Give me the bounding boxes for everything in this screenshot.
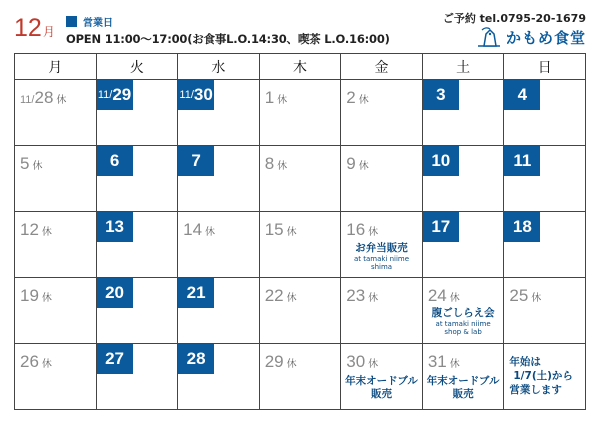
calendar-grid (14, 53, 586, 410)
closed-label: 休 (41, 293, 52, 304)
event-title: 年末オードブル (426, 375, 500, 387)
day-cell (341, 278, 423, 344)
closed-label: 休 (32, 161, 43, 172)
day-cell-note (504, 344, 586, 410)
day-number (265, 286, 297, 306)
event-title: 年末オードブル (345, 375, 418, 387)
closed-label: 休 (41, 359, 52, 370)
day-number (265, 154, 287, 174)
day-value: 22 (264, 286, 284, 305)
day-value: 14 (183, 220, 203, 239)
closed-label: 休 (286, 293, 297, 304)
day-value: 5 (20, 154, 30, 173)
open-day-badge (97, 80, 133, 110)
day-number (346, 286, 378, 306)
day-value: 30 (346, 352, 366, 371)
day-number (346, 220, 378, 240)
day-cell (259, 146, 341, 212)
day-cell-open (178, 80, 260, 146)
event-note-bento (341, 242, 422, 271)
week-row (15, 146, 586, 212)
open-day-badge: 17 (423, 212, 459, 242)
day-number (346, 352, 378, 372)
day-cell (504, 278, 586, 344)
event-title: 販売 (452, 388, 474, 400)
open-day-badge: 10 (423, 146, 459, 176)
day-cell-open (96, 146, 178, 212)
day-number (428, 352, 460, 372)
day-number (20, 286, 52, 306)
day-cell-open (422, 146, 504, 212)
note-line: 1/7(土)から (513, 370, 573, 382)
day-cell-open (178, 278, 260, 344)
closed-label: 休 (56, 95, 67, 106)
day-cell (259, 344, 341, 410)
day-number (20, 88, 66, 108)
day-cell-open (422, 212, 504, 278)
day-value: 1 (264, 88, 275, 107)
day-cell-open (504, 212, 586, 278)
day-cell (15, 278, 97, 344)
day-cell (15, 212, 97, 278)
day-value: 8 (264, 154, 275, 173)
day-cell (259, 212, 341, 278)
closed-label: 休 (358, 161, 369, 172)
open-day-badge: 3 (423, 80, 459, 110)
day-value: 2 (346, 88, 356, 107)
open-day-badge: 28 (178, 344, 214, 374)
weekday-tue: 火 (96, 54, 178, 80)
closed-label: 休 (205, 227, 216, 238)
closed-label: 休 (368, 293, 379, 304)
closed-label: 休 (286, 227, 297, 238)
open-day-badge: 27 (97, 344, 133, 374)
day-value: 28 (34, 88, 54, 107)
closed-label: 休 (277, 161, 288, 172)
note-line: 年始は (509, 356, 541, 368)
event-place: at tamaki niime (353, 255, 410, 263)
month-number: 12 (14, 14, 42, 42)
day-cell (341, 212, 423, 278)
closed-label: 休 (368, 359, 379, 370)
day-cell (341, 344, 423, 410)
day-cell (341, 80, 423, 146)
day-month-prefix: 11/ (179, 89, 194, 101)
day-number (20, 352, 52, 372)
event-title: お弁当販売 (355, 242, 408, 254)
day-cell (15, 146, 97, 212)
event-title: 販売 (371, 388, 393, 400)
day-month-prefix: 11/ (97, 89, 113, 101)
week-row (15, 278, 586, 344)
business-hours: OPEN 11:00～17:00(お食事L.O.14:30、喫茶 L.O.16:00) (66, 32, 390, 46)
weekday-thu: 木 (259, 54, 341, 80)
day-value: 30 (193, 85, 213, 104)
open-day-badge: 6 (97, 146, 133, 176)
day-value: 12 (20, 220, 39, 239)
note-line: 営業します (509, 384, 562, 396)
day-number (183, 220, 215, 240)
open-day-swatch-icon (66, 16, 77, 27)
open-day-badge: 13 (97, 212, 133, 242)
weekday-mon: 月 (15, 54, 97, 80)
day-cell (422, 278, 504, 344)
day-value: 29 (264, 352, 284, 371)
day-value: 9 (346, 154, 356, 173)
month-title (14, 16, 55, 45)
weekday-fri: 金 (341, 54, 423, 80)
weekday-header-row (15, 54, 586, 80)
day-cell-open (96, 80, 178, 146)
day-number (428, 286, 460, 306)
closed-label: 休 (449, 359, 460, 370)
day-value: 23 (346, 286, 366, 305)
day-value: 31 (427, 352, 447, 371)
closed-label: 休 (41, 227, 52, 238)
open-day-badge (178, 80, 214, 110)
shop-logo (476, 26, 586, 48)
day-number (346, 88, 368, 108)
event-title: 腹ごしらえ会 (431, 307, 495, 319)
closed-label: 休 (531, 293, 542, 304)
event-place: shima (370, 263, 393, 271)
day-value: 26 (20, 352, 39, 371)
open-day-badge: 11 (504, 146, 540, 176)
closed-label: 休 (358, 95, 369, 106)
week-row (15, 80, 586, 146)
day-value: 29 (112, 85, 132, 104)
day-cell (178, 212, 260, 278)
day-number (346, 154, 368, 174)
closed-label: 休 (277, 95, 288, 106)
day-month-prefix: 11/ (20, 94, 35, 106)
open-day-badge: 21 (178, 278, 214, 308)
legend (66, 14, 113, 29)
month-unit: 月 (42, 25, 55, 39)
day-cell-open (178, 344, 260, 410)
day-value: 24 (427, 286, 447, 305)
day-cell-open (422, 80, 504, 146)
day-number (509, 286, 541, 306)
legend-label: 営業日 (83, 18, 113, 29)
day-value: 15 (264, 220, 284, 239)
event-note-hors-doeuvre (423, 375, 504, 401)
day-cell-open (96, 278, 178, 344)
day-number (265, 88, 287, 108)
day-cell-open (504, 80, 586, 146)
event-place: at tamaki niime (435, 320, 491, 328)
day-number (265, 352, 297, 372)
closed-label: 休 (368, 227, 379, 238)
day-cell-open (178, 146, 260, 212)
day-cell (341, 146, 423, 212)
day-value: 25 (509, 286, 529, 305)
shop-name: かもめ食堂 (505, 28, 586, 47)
week-row (15, 344, 586, 410)
day-value: 16 (346, 220, 366, 239)
week-row (15, 212, 586, 278)
event-note-harako (423, 307, 504, 336)
reservation-phone: ご予約 tel.0795-20-1679 (442, 12, 586, 25)
open-day-badge: 4 (504, 80, 540, 110)
open-day-badge: 7 (178, 146, 214, 176)
day-cell-open (504, 146, 586, 212)
day-cell (422, 344, 504, 410)
day-cell (259, 80, 341, 146)
weekday-wed: 水 (178, 54, 260, 80)
open-day-badge: 20 (97, 278, 133, 308)
day-cell (15, 80, 97, 146)
closed-label: 休 (286, 359, 297, 370)
weekday-sun: 日 (504, 54, 586, 80)
day-number (265, 220, 297, 240)
day-cell (15, 344, 97, 410)
event-note-hors-doeuvre (341, 375, 422, 401)
day-cell-open (96, 212, 178, 278)
event-place: shop & lab (444, 328, 482, 336)
day-number (20, 154, 42, 174)
weekday-sat: 土 (422, 54, 504, 80)
day-value: 19 (20, 286, 39, 305)
day-cell (259, 278, 341, 344)
seagull-logo-icon (476, 26, 502, 48)
day-number (20, 220, 52, 240)
closed-label: 休 (449, 293, 460, 304)
open-day-badge: 18 (504, 212, 540, 242)
new-year-note (509, 355, 583, 397)
day-cell-open (96, 344, 178, 410)
